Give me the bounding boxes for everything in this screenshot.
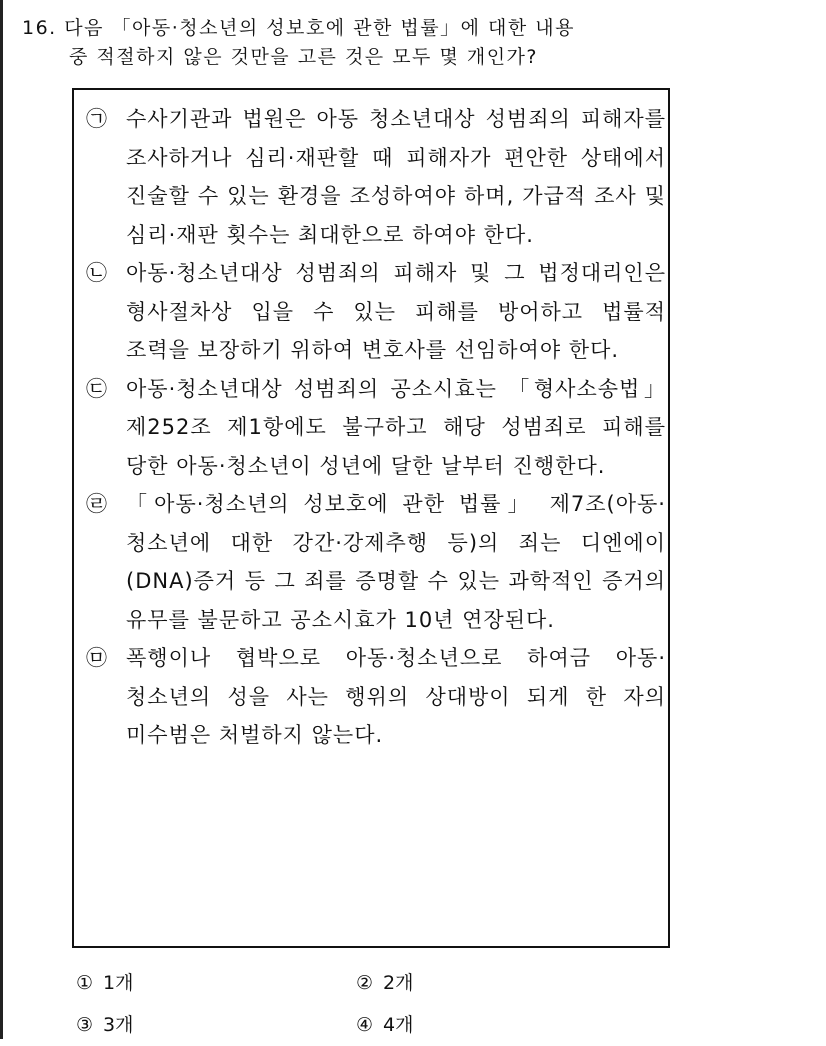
statement-text: 아동·청소년대상 성범죄의 피해자 및 그 법정대리인은 형사절차상 입을 수 있는 피해를 방어하고 법률적 조력을 보장하기 위하여 변호사를 선임하여야 한다. [126,261,666,362]
statement-box [72,88,670,948]
question-stem [22,14,792,72]
option-label: 4개 [383,1014,414,1036]
answer-option-2[interactable] [356,962,414,1004]
statement-text: 아동·청소년대상 성범죄의 공소시효는 「형사소송법」 제252조 제1항에도 불구하고 해당 성범죄로 피해를 당한 아동·청소년이 성년에 달한 날부터 진행한다. [126,376,666,478]
question-line-2: 중 적절하지 않은 것만을 고른 것은 모두 몇 개인가? [69,46,538,68]
statement-marker: ㉠ [86,107,108,131]
statement-item [86,254,666,370]
answer-option-1[interactable] [76,962,134,1004]
answer-option-3[interactable] [76,1004,134,1046]
option-number: ③ [76,1014,94,1036]
option-label: 3개 [103,1014,134,1036]
option-label: 2개 [383,972,414,994]
statement-list [86,100,666,755]
statement-item [86,639,666,755]
answer-option-4[interactable] [356,1004,414,1046]
option-number: ④ [356,1014,374,1036]
statement-text: 「아동·청소년의 성보호에 관한 법률」 제7조(아동·청소년에 대한 강간·강제추행 등)의 죄는 디엔에이(DNA)증거 등 그 죄를 증명할 수 있는 과학적인 증거의 유무를 불문하고 공소시효가 10년 연장된다. [126,492,666,632]
statement-item [86,100,666,254]
statement-marker: ㉡ [86,261,108,285]
statement-text: 수사기관과 법원은 아동 청소년대상 성범죄의 피해자를 조사하거나 심리·재판할 때 피해자가 편안한 상태에서 진술할 수 있는 환경을 조성하여야 하며, 가급적 조사 및 심리·재판 횟수는 최대한으로 하여야 한다. [126,107,666,247]
option-number: ② [356,972,374,994]
statement-marker: ㉣ [86,492,108,516]
statement-item [86,485,666,639]
option-label: 1개 [103,972,134,994]
statement-marker: ㉢ [86,376,108,401]
page-left-rule [0,0,3,1039]
statement-item [86,370,666,486]
option-number: ① [76,972,94,994]
question-line-1: 16. 다음 「아동·청소년의 성보호에 관한 법률」에 대한 내용 [22,17,575,39]
statement-text: 폭행이나 협박으로 아동·청소년으로 하여금 아동·청소년의 성을 사는 행위의 상대방이 되게 한 자의 미수범은 처벌하지 않는다. [126,646,666,747]
statement-marker: ㉤ [86,646,108,670]
